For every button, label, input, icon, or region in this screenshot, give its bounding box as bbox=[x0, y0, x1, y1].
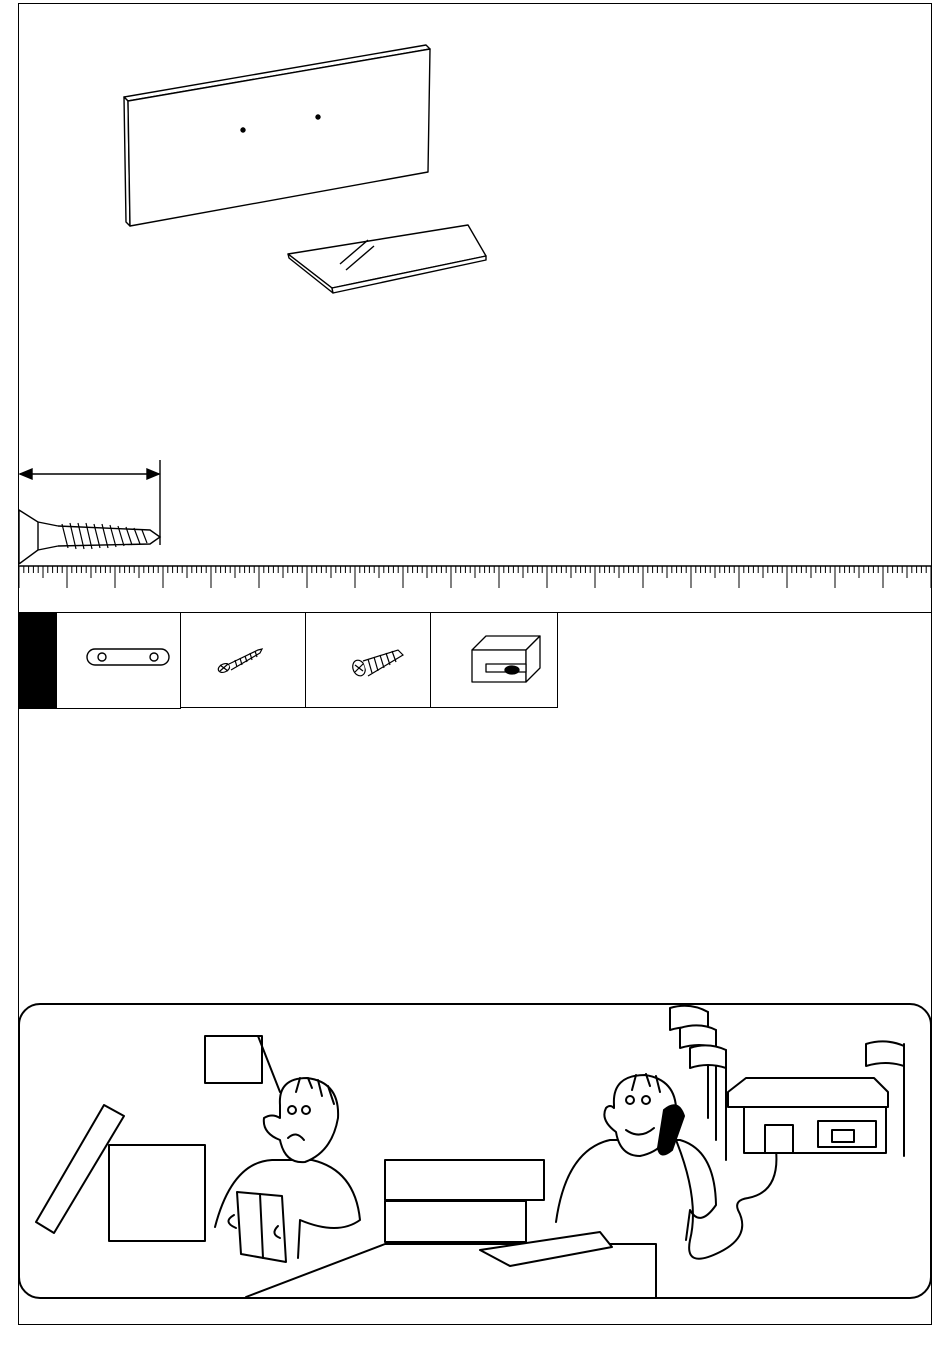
glass-shelf-icon bbox=[288, 225, 486, 293]
ruler-icon bbox=[0, 560, 950, 595]
parts-illustration bbox=[0, 0, 950, 320]
wood-screw-icon bbox=[217, 649, 262, 674]
speech-box bbox=[205, 1036, 262, 1083]
measuring-screw-icon bbox=[0, 455, 200, 570]
store-building-icon bbox=[728, 1078, 888, 1153]
counter-desk bbox=[246, 1244, 656, 1297]
flat-pack-box-icon bbox=[36, 1105, 205, 1241]
panel-board-icon bbox=[124, 45, 430, 226]
glass-clip-icon bbox=[472, 636, 540, 682]
info-slip-bottom bbox=[385, 1201, 526, 1242]
cam-dowel-icon bbox=[351, 650, 403, 678]
connector-plate-icon bbox=[87, 649, 169, 665]
confused-person-icon bbox=[215, 1078, 360, 1262]
help-illustration bbox=[18, 1003, 932, 1299]
hardware-icons bbox=[0, 613, 560, 710]
info-slip-top bbox=[385, 1160, 544, 1200]
